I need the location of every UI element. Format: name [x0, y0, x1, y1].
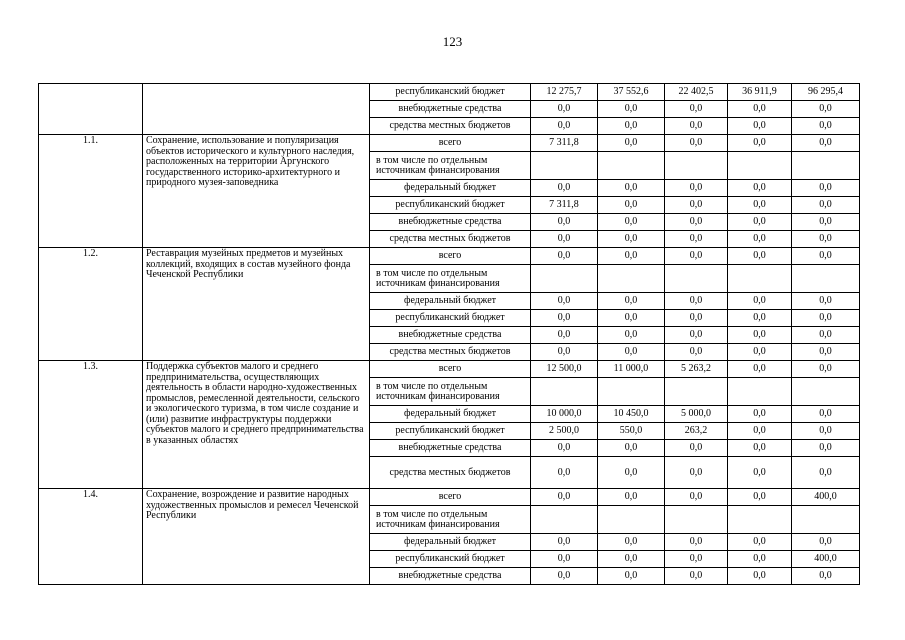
- funding-source: федеральный бюджет: [370, 534, 531, 551]
- value-cell: 0,0: [665, 327, 728, 344]
- funding-source: внебюджетные средства: [370, 440, 531, 457]
- value-cell: 0,0: [531, 248, 598, 265]
- value-cell: 0,0: [531, 231, 598, 248]
- table-row: [39, 361, 860, 378]
- value-cell: 0,0: [665, 248, 728, 265]
- value-cell: 0,0: [598, 489, 665, 506]
- value-cell: 0,0: [665, 534, 728, 551]
- value-cell: 10 000,0: [531, 406, 598, 423]
- value-cell: 0,0: [598, 534, 665, 551]
- value-cell: 0,0: [531, 551, 598, 568]
- value-cell: 0,0: [728, 551, 792, 568]
- value-cell: 0,0: [598, 327, 665, 344]
- value-cell: 0,0: [531, 180, 598, 197]
- value-cell: 0,0: [728, 489, 792, 506]
- value-cell: 0,0: [598, 231, 665, 248]
- value-cell: 0,0: [728, 457, 792, 489]
- value-cell: 400,0: [792, 489, 860, 506]
- value-cell: [792, 378, 860, 406]
- value-cell: [665, 506, 728, 534]
- value-cell: 2 500,0: [531, 423, 598, 440]
- value-cell: 0,0: [728, 568, 792, 585]
- item-title: Сохранение, возрождение и развитие народных художественных промыслов и ремесел Чеченской Республики: [143, 489, 370, 585]
- value-cell: 0,0: [728, 197, 792, 214]
- value-cell: 0,0: [598, 310, 665, 327]
- funding-source: всего: [370, 361, 531, 378]
- value-cell: [598, 152, 665, 180]
- value-cell: 7 311,8: [531, 135, 598, 152]
- funding-source: внебюджетные средства: [370, 214, 531, 231]
- value-cell: 0,0: [665, 135, 728, 152]
- value-cell: 0,0: [598, 248, 665, 265]
- value-cell: 550,0: [598, 423, 665, 440]
- value-cell: 0,0: [598, 135, 665, 152]
- value-cell: 0,0: [792, 344, 860, 361]
- funding-source: в том числе по отдельным источникам финансирования: [370, 506, 531, 534]
- item-number: 1.1.: [39, 135, 143, 248]
- value-cell: 12 275,7: [531, 84, 598, 101]
- value-cell: 0,0: [531, 214, 598, 231]
- funding-source: в том числе по отдельным источникам финансирования: [370, 378, 531, 406]
- funding-source: республиканский бюджет: [370, 197, 531, 214]
- funding-source: внебюджетные средства: [370, 568, 531, 585]
- value-cell: 0,0: [792, 135, 860, 152]
- value-cell: 10 450,0: [598, 406, 665, 423]
- value-cell: 0,0: [792, 568, 860, 585]
- value-cell: 0,0: [728, 361, 792, 378]
- value-cell: 0,0: [531, 440, 598, 457]
- value-cell: 0,0: [728, 135, 792, 152]
- value-cell: 0,0: [598, 551, 665, 568]
- value-cell: [598, 506, 665, 534]
- value-cell: 0,0: [728, 406, 792, 423]
- value-cell: 5 263,2: [665, 361, 728, 378]
- value-cell: 0,0: [665, 197, 728, 214]
- funding-source: средства местных бюджетов: [370, 231, 531, 248]
- value-cell: [531, 378, 598, 406]
- value-cell: 0,0: [792, 361, 860, 378]
- value-cell: 0,0: [792, 327, 860, 344]
- funding-source: федеральный бюджет: [370, 180, 531, 197]
- funding-source: республиканский бюджет: [370, 423, 531, 440]
- value-cell: 0,0: [792, 101, 860, 118]
- value-cell: 0,0: [665, 231, 728, 248]
- value-cell: 0,0: [531, 457, 598, 489]
- item-title: Сохранение, использование и популяризация объектов исторического и культурного наследия, расположенных на территории Аргунского государственного историко-архитектурного и природного музея-заповедника: [143, 135, 370, 248]
- value-cell: 0,0: [531, 118, 598, 135]
- value-cell: 0,0: [598, 344, 665, 361]
- value-cell: 0,0: [792, 118, 860, 135]
- item-number: 1.3.: [39, 361, 143, 489]
- value-cell: [792, 152, 860, 180]
- item-number: 1.4.: [39, 489, 143, 585]
- value-cell: 0,0: [728, 440, 792, 457]
- value-cell: [665, 152, 728, 180]
- funding-source: средства местных бюджетов: [370, 118, 531, 135]
- value-cell: 0,0: [531, 101, 598, 118]
- value-cell: 0,0: [598, 101, 665, 118]
- table-row: [39, 248, 860, 265]
- value-cell: 0,0: [728, 310, 792, 327]
- value-cell: 22 402,5: [665, 84, 728, 101]
- value-cell: 0,0: [792, 197, 860, 214]
- value-cell: 0,0: [728, 248, 792, 265]
- value-cell: 0,0: [665, 344, 728, 361]
- value-cell: 0,0: [531, 344, 598, 361]
- value-cell: 0,0: [728, 327, 792, 344]
- value-cell: 0,0: [598, 293, 665, 310]
- value-cell: 0,0: [792, 180, 860, 197]
- table-body: [39, 84, 860, 585]
- item-number: [39, 84, 143, 135]
- value-cell: 5 000,0: [665, 406, 728, 423]
- value-cell: 0,0: [665, 118, 728, 135]
- value-cell: 0,0: [598, 118, 665, 135]
- value-cell: [598, 378, 665, 406]
- funding-source: в том числе по отдельным источникам финансирования: [370, 265, 531, 293]
- value-cell: 0,0: [598, 197, 665, 214]
- value-cell: 0,0: [531, 489, 598, 506]
- value-cell: 12 500,0: [531, 361, 598, 378]
- funding-source: в том числе по отдельным источникам финансирования: [370, 152, 531, 180]
- table-row: [39, 84, 860, 101]
- value-cell: [598, 265, 665, 293]
- value-cell: [728, 152, 792, 180]
- value-cell: 7 311,8: [531, 197, 598, 214]
- page-number: 123: [442, 34, 463, 49]
- value-cell: [531, 506, 598, 534]
- funding-source: внебюджетные средства: [370, 327, 531, 344]
- value-cell: 0,0: [792, 406, 860, 423]
- value-cell: 0,0: [598, 440, 665, 457]
- table-row: [39, 489, 860, 506]
- value-cell: 0,0: [531, 293, 598, 310]
- value-cell: 0,0: [665, 551, 728, 568]
- value-cell: 0,0: [728, 344, 792, 361]
- value-cell: 0,0: [665, 214, 728, 231]
- funding-source: всего: [370, 489, 531, 506]
- funding-source: федеральный бюджет: [370, 293, 531, 310]
- value-cell: 0,0: [531, 327, 598, 344]
- value-cell: 0,0: [598, 180, 665, 197]
- value-cell: [792, 265, 860, 293]
- value-cell: 0,0: [728, 101, 792, 118]
- funding-source: всего: [370, 248, 531, 265]
- value-cell: 0,0: [665, 101, 728, 118]
- value-cell: 11 000,0: [598, 361, 665, 378]
- value-cell: 96 295,4: [792, 84, 860, 101]
- value-cell: 0,0: [531, 568, 598, 585]
- value-cell: 0,0: [792, 457, 860, 489]
- value-cell: [728, 506, 792, 534]
- funding-source: республиканский бюджет: [370, 310, 531, 327]
- value-cell: 0,0: [598, 214, 665, 231]
- value-cell: [728, 265, 792, 293]
- funding-source: средства местных бюджетов: [370, 457, 531, 489]
- value-cell: [665, 378, 728, 406]
- value-cell: 0,0: [531, 534, 598, 551]
- value-cell: [531, 152, 598, 180]
- value-cell: 0,0: [792, 248, 860, 265]
- funding-source: внебюджетные средства: [370, 101, 531, 118]
- funding-source: средства местных бюджетов: [370, 344, 531, 361]
- value-cell: 0,0: [665, 293, 728, 310]
- value-cell: 0,0: [531, 310, 598, 327]
- value-cell: 0,0: [665, 489, 728, 506]
- value-cell: 0,0: [598, 568, 665, 585]
- value-cell: 0,0: [728, 214, 792, 231]
- value-cell: 0,0: [728, 423, 792, 440]
- value-cell: 400,0: [792, 551, 860, 568]
- value-cell: 0,0: [792, 214, 860, 231]
- value-cell: 0,0: [598, 457, 665, 489]
- value-cell: 0,0: [792, 293, 860, 310]
- value-cell: 0,0: [792, 231, 860, 248]
- value-cell: 0,0: [728, 231, 792, 248]
- value-cell: 37 552,6: [598, 84, 665, 101]
- item-title: Поддержка субъектов малого и среднего предпринимательства, осуществляющих деятельность в области народно-художественных промыслов, ремесленной деятельности, сельского и экологического туризма, в том числе создание и (или) развитие инфраструктуры поддержки субъектов малого и среднего предпринимательства в указанных областях: [143, 361, 370, 489]
- value-cell: [531, 265, 598, 293]
- value-cell: 0,0: [792, 534, 860, 551]
- value-cell: 36 911,9: [728, 84, 792, 101]
- value-cell: 263,2: [665, 423, 728, 440]
- funding-source: республиканский бюджет: [370, 84, 531, 101]
- item-title: [143, 84, 370, 135]
- value-cell: 0,0: [728, 180, 792, 197]
- value-cell: [792, 506, 860, 534]
- value-cell: 0,0: [665, 457, 728, 489]
- value-cell: 0,0: [728, 534, 792, 551]
- value-cell: 0,0: [728, 293, 792, 310]
- funding-source: республиканский бюджет: [370, 551, 531, 568]
- value-cell: 0,0: [792, 440, 860, 457]
- item-title: Реставрация музейных предметов и музейных коллекций, входящих в состав музейного фонда Чеченской Республики: [143, 248, 370, 361]
- value-cell: 0,0: [792, 310, 860, 327]
- value-cell: 0,0: [665, 180, 728, 197]
- value-cell: 0,0: [728, 118, 792, 135]
- value-cell: 0,0: [665, 440, 728, 457]
- funding-source: всего: [370, 135, 531, 152]
- value-cell: [728, 378, 792, 406]
- funding-source: федеральный бюджет: [370, 406, 531, 423]
- value-cell: 0,0: [665, 568, 728, 585]
- table-row: [39, 135, 860, 152]
- item-number: 1.2.: [39, 248, 143, 361]
- budget-table: [38, 83, 860, 585]
- value-cell: 0,0: [665, 310, 728, 327]
- value-cell: 0,0: [792, 423, 860, 440]
- value-cell: [665, 265, 728, 293]
